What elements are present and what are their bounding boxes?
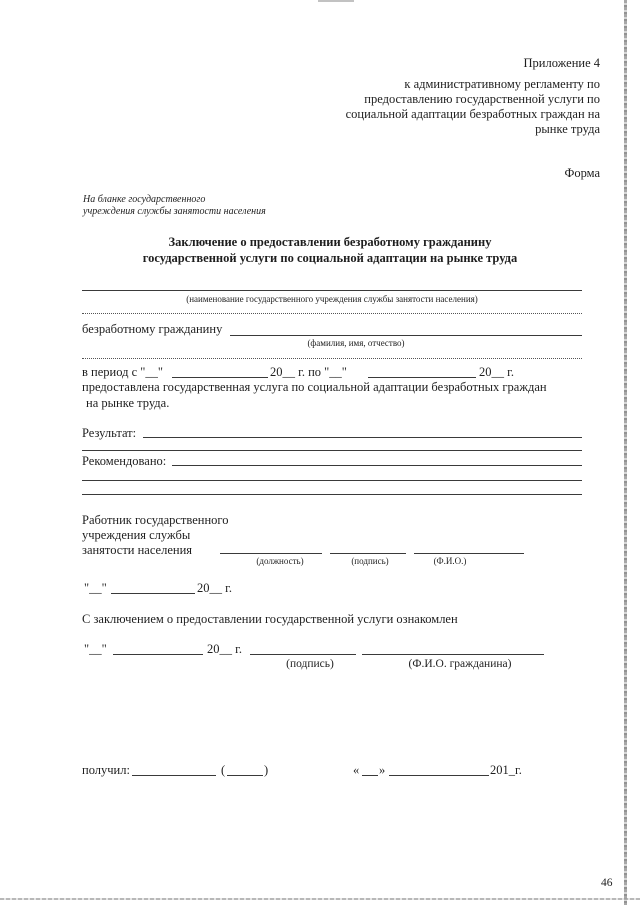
receipt-signature-line (132, 775, 216, 776)
letterhead-line-2: учреждения службы занятости населения (83, 206, 266, 217)
ack-signature-line (250, 654, 356, 655)
receipt-quote-close: » (379, 763, 386, 777)
ack-date-year: 20__ г. (207, 642, 242, 656)
result-field-line (143, 437, 582, 438)
worker-position-line (220, 553, 322, 554)
ack-date-prefix: "__" (84, 642, 107, 656)
receipt-year: 201_г. (490, 763, 522, 777)
ack-name-caption: (Ф.И.О. гражданина) (408, 658, 512, 670)
period-prefix: в период с "__" (82, 365, 163, 379)
worker-date-line (111, 593, 195, 594)
recommended-field-line-2 (82, 480, 582, 481)
citizen-caption: (фамилия, имя, отчество) (307, 338, 405, 348)
provided-line-2: на рынке труда. (86, 396, 170, 410)
worker-line-3: занятости населения (82, 543, 193, 557)
period-year-2: 20__ г. (479, 365, 514, 379)
receipt-month-line (389, 775, 489, 776)
scan-edge-right (624, 0, 627, 905)
receipt-day-line (362, 775, 378, 776)
title-line-1: Заключение о предоставлении безработному гражданину (168, 235, 492, 249)
worker-line-1: Работник государственного (82, 513, 229, 527)
receipt-name-line (227, 775, 263, 776)
regulation-line-2: предоставлению государственной услуги по (364, 92, 600, 106)
provided-line-1: предоставлена государственная услуга по социальной адаптации безработных граждан (82, 380, 547, 394)
regulation-line-1: к административному регламенту по (404, 77, 600, 91)
receipt-quote-open: « (353, 763, 360, 777)
worker-signature-line (330, 553, 406, 554)
worker-line-2: учреждения службы (82, 528, 191, 542)
result-label: Результат: (82, 426, 137, 440)
title-line-2: государственной услуги по социальной адаптации на рынке труда (142, 251, 518, 265)
letterhead-line-1: На бланке государственного (83, 194, 206, 205)
recommended-field-line (172, 465, 582, 466)
worker-signature-caption: (подпись) (351, 556, 389, 566)
period-end-line (368, 377, 476, 378)
institution-caption: (наименование государственного учреждения службы занятости населения) (186, 294, 478, 304)
ack-name-line (362, 654, 544, 655)
receipt-label: получил: (82, 763, 130, 777)
period-start-line (172, 377, 268, 378)
recommended-label: Рекомендовано: (82, 454, 167, 468)
regulation-line-3: социальной адаптации безработных граждан на (345, 107, 600, 121)
scan-edge-bottom (0, 898, 640, 900)
receipt-paren-close: ) (264, 763, 269, 777)
receipt-paren-open: ( (221, 763, 226, 777)
worker-name-line (414, 553, 524, 554)
institution-field-line-2 (82, 313, 582, 314)
scan-edge-top (318, 0, 354, 2)
ack-signature-caption: (подпись) (286, 658, 334, 670)
citizen-field-line-2 (82, 358, 582, 359)
acknowledgement-text: С заключением о предоставлении государственной услуги ознакомлен (82, 612, 458, 626)
period-year-1: 20__ г. по "__" (270, 365, 347, 379)
worker-date-year: 20__ г. (197, 581, 232, 595)
ack-date-line (113, 654, 203, 655)
worker-position-caption: (должность) (256, 556, 304, 566)
citizen-field-line (230, 335, 582, 336)
result-field-line-2 (82, 450, 582, 451)
institution-field-line (82, 290, 582, 291)
regulation-line-4: рынке труда (535, 122, 600, 136)
appendix-number: Приложение 4 (523, 56, 600, 70)
worker-name-caption: (Ф.И.О.) (433, 556, 467, 566)
worker-date-prefix: "__" (84, 581, 107, 595)
page-number: 46 (601, 877, 613, 889)
recommended-field-line-3 (82, 494, 582, 495)
form-label: Форма (564, 166, 600, 180)
citizen-label: безработному гражданину (82, 322, 223, 336)
